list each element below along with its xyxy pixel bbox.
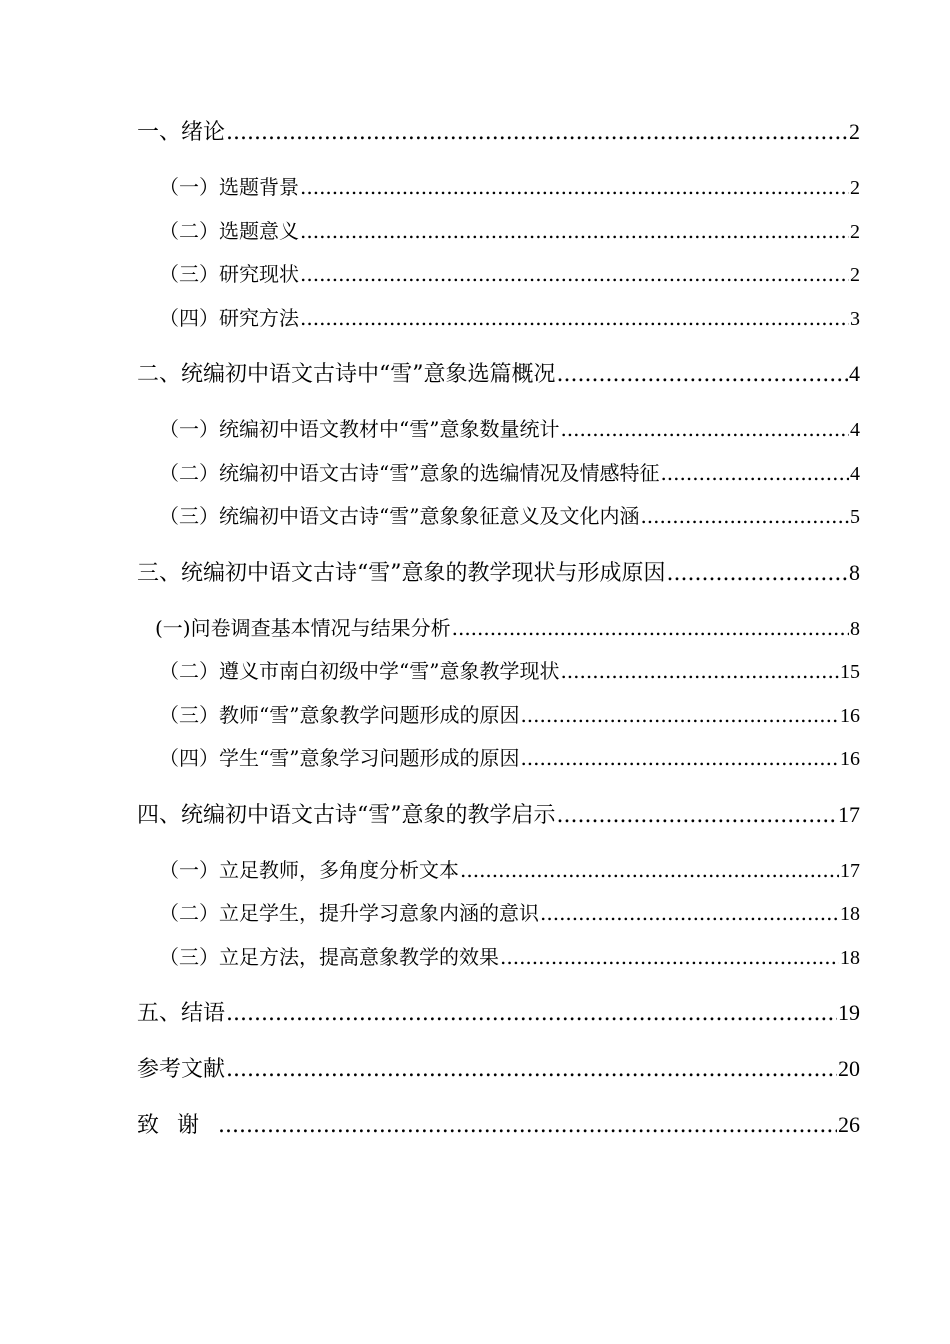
toc-page-number: 2 bbox=[849, 119, 860, 144]
toc-entry-label: （三）教师“雪”意象教学问题形成的原因 bbox=[159, 702, 520, 727]
toc-entry[interactable] bbox=[137, 892, 860, 936]
toc-page-number: 2 bbox=[850, 220, 860, 243]
dot-leader bbox=[560, 408, 849, 452]
toc-page-number: 2 bbox=[850, 177, 860, 199]
toc-entry[interactable] bbox=[137, 408, 860, 452]
toc-page-number: 8 bbox=[849, 559, 860, 585]
toc-page-number: 5 bbox=[850, 506, 860, 528]
toc-entry[interactable] bbox=[137, 110, 860, 166]
toc-page-number: 18 bbox=[840, 946, 860, 969]
toc-entry-label: 参考文献 bbox=[137, 1057, 226, 1082]
toc-entry[interactable] bbox=[137, 297, 860, 341]
toc-entry-label: 五、结语 bbox=[137, 1001, 226, 1026]
toc-entry-label: （一）统编初中语文教材中“雪”意象数量统计 bbox=[159, 417, 560, 441]
dot-leader bbox=[557, 353, 849, 397]
toc-page-number: 19 bbox=[838, 1000, 860, 1025]
toc-entry[interactable] bbox=[137, 210, 860, 254]
toc-entry-label: （二）选题意义 bbox=[159, 218, 299, 243]
toc-page-number: 8 bbox=[850, 617, 860, 640]
dot-leader bbox=[640, 495, 849, 539]
dot-leader bbox=[452, 607, 849, 651]
toc-page-number: 16 bbox=[840, 704, 860, 727]
toc-entry-label: （三）研究现状 bbox=[159, 262, 299, 286]
dot-leader bbox=[500, 936, 839, 980]
toc-entry-label: 致谢 bbox=[137, 1113, 218, 1138]
toc-entry-label: （二）统编初中语文古诗“雪”意象的选编情况及情感特征 bbox=[159, 460, 660, 485]
toc-entry[interactable] bbox=[137, 849, 860, 893]
toc-entry[interactable] bbox=[137, 551, 860, 607]
toc-entry-label: （一）选题背景 bbox=[159, 175, 299, 199]
dot-leader bbox=[300, 166, 849, 210]
toc-page-number: 3 bbox=[850, 307, 860, 330]
toc-entry[interactable] bbox=[137, 650, 860, 694]
dot-leader bbox=[667, 552, 849, 596]
toc-entry[interactable] bbox=[137, 495, 860, 539]
toc-entry-label: (一)问卷调查基本情况与结果分析 bbox=[155, 615, 451, 640]
dot-leader bbox=[218, 1104, 837, 1148]
toc-page-number: 17 bbox=[838, 801, 860, 827]
toc-entry[interactable] bbox=[137, 694, 860, 738]
dot-leader bbox=[226, 111, 848, 155]
toc-entry-label: （三）统编初中语文古诗“雪”意象象征意义及文化内涵 bbox=[159, 504, 640, 528]
toc-entry[interactable] bbox=[137, 991, 860, 1047]
toc-page-number: 4 bbox=[849, 361, 860, 386]
toc-entry[interactable] bbox=[137, 253, 860, 297]
dot-leader bbox=[226, 992, 837, 1036]
dot-leader bbox=[540, 892, 839, 936]
toc-entry-label: 二、统编初中语文古诗中“雪”意象选篇概况 bbox=[137, 362, 556, 387]
toc-entry[interactable] bbox=[137, 1047, 860, 1103]
dot-leader bbox=[300, 297, 849, 341]
dot-leader bbox=[300, 210, 849, 254]
toc-entry-label: （三）立足方法，提高意象教学的效果 bbox=[159, 944, 499, 969]
toc-page-number: 16 bbox=[840, 748, 860, 770]
toc-entry[interactable] bbox=[137, 166, 860, 210]
toc-page-number: 18 bbox=[840, 903, 860, 925]
toc-entry[interactable] bbox=[137, 352, 860, 408]
toc-entry-label: （四）研究方法 bbox=[159, 305, 299, 330]
toc-page-number: 2 bbox=[850, 264, 860, 286]
toc-entry-label: （四）学生“雪”意象学习问题形成的原因 bbox=[159, 746, 520, 770]
toc-page-number: 20 bbox=[838, 1056, 860, 1081]
dot-leader bbox=[560, 650, 839, 694]
toc-entry-label: （二）立足学生，提升学习意象内涵的意识 bbox=[159, 901, 539, 925]
table-of-contents bbox=[137, 110, 860, 1159]
toc-entry-label: 三、统编初中语文古诗“雪”意象的教学现状与形成原因 bbox=[137, 560, 666, 586]
spacer bbox=[137, 781, 860, 793]
toc-entry[interactable] bbox=[137, 1103, 860, 1159]
dot-leader bbox=[557, 794, 838, 838]
toc-entry[interactable] bbox=[137, 793, 860, 849]
toc-entry-label: （一）立足教师，多角度分析文本 bbox=[159, 857, 459, 882]
toc-page-number: 15 bbox=[840, 661, 860, 683]
spacer bbox=[137, 979, 860, 991]
toc-page-number: 4 bbox=[850, 462, 860, 485]
dot-leader bbox=[520, 694, 839, 738]
toc-entry[interactable] bbox=[137, 607, 860, 651]
spacer bbox=[137, 539, 860, 551]
dot-leader bbox=[300, 253, 849, 297]
toc-page-number: 26 bbox=[838, 1112, 860, 1137]
toc-entry[interactable] bbox=[137, 737, 860, 781]
dot-leader bbox=[520, 737, 839, 781]
toc-page-number: 4 bbox=[850, 419, 860, 441]
dot-leader bbox=[660, 452, 849, 496]
toc-entry-label: 四、统编初中语文古诗“雪”意象的教学启示 bbox=[137, 802, 556, 828]
toc-entry-label: 一、绪论 bbox=[137, 120, 226, 145]
dot-leader bbox=[460, 849, 839, 893]
spacer bbox=[137, 340, 860, 352]
toc-entry-label: （二）遵义市南白初级中学“雪”意象教学现状 bbox=[159, 659, 560, 683]
toc-entry[interactable] bbox=[137, 452, 860, 496]
toc-page-number: 17 bbox=[840, 859, 860, 882]
toc-entry[interactable] bbox=[137, 936, 860, 980]
dot-leader bbox=[226, 1048, 837, 1092]
